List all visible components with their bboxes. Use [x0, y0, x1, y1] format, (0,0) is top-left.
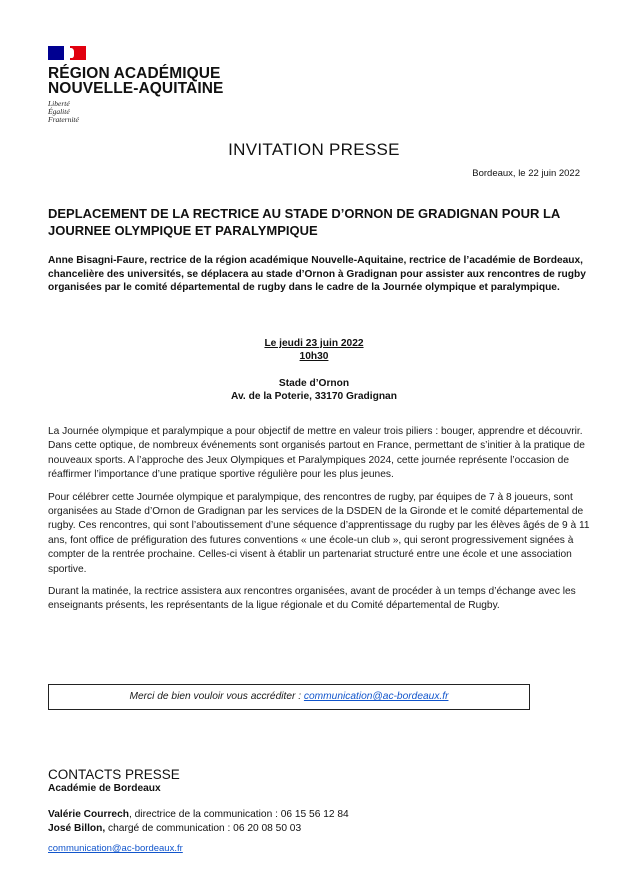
republique-francaise-flag-icon: [48, 46, 86, 60]
lead-paragraph: Anne Bisagni-Faure, rectrice de la région académique Nouvelle-Aquitaine, rectrice de l’académie de Bordeaux, chancelière des universités, se déplacera au stade d’Ornon à Gradignan pour assister aux rencontres de rugby organisées par le comité départemental de rugby dans le cadre de la Journée olympique et paralympique.: [48, 255, 586, 294]
motto-egalite: Égalité: [48, 107, 70, 116]
motto-fraternite: Fraternité: [48, 115, 79, 124]
date-line: Bordeaux, le 22 juin 2022: [472, 168, 580, 179]
body-paragraph: Pour célébrer cette Journée olympique et paralympique, des rencontres de rugby, par équipes de 7 à 8 joueurs, sont organisées au Stade d’Ornon de Gradignan par les services de la DSDEN de la Gironde et le comité départemental de rugby. Ces rencontres, qui sont l’aboutissement d’une séquence d’apprentissage du rugby par les élèves âgés de 9 à 11 ans, font office de préfiguration des futures conventions « une école-un club », qui seront progressivement signées à compter de la rentrée prochaine. Celles-ci visent à établir un partenariat structuré entre une école et une association sportive.: [48, 491, 590, 575]
contact-name: José Billon,: [48, 822, 106, 834]
logo-title: [48, 66, 223, 96]
press-contacts: [48, 767, 349, 854]
event-time: 10h30: [299, 351, 329, 363]
logo-title-line2: NOUVELLE-AQUITAINE: [48, 80, 224, 97]
subject-heading: DEPLACEMENT DE LA RECTRICE AU STADE D’ORNON DE GRADIGNAN POUR LA JOURNEE OLYMPIQUE ET PARALYMPIQUE: [48, 206, 560, 238]
contact-name: Valérie Courrech: [48, 809, 129, 820]
contact-role: , directrice de la communication : 06 15 56 12 84: [128, 809, 349, 820]
accreditation-box: [48, 684, 530, 710]
event-date: Le jeudi 23 juin 2022: [264, 338, 364, 349]
document-title: INVITATION PRESSE: [228, 140, 400, 159]
accreditation-email-link[interactable]: communication@ac-bordeaux.fr: [303, 691, 449, 702]
logo-title-line1: RÉGION ACADÉMIQUE: [48, 65, 221, 82]
body-text: [48, 425, 590, 622]
republic-motto: [48, 100, 223, 124]
body-paragraph: La Journée olympique et paralympique a pour objectif de mettre en valeur trois piliers : bouger, apprendre et découvrir. Dans cette optique, de nombreux événements sont organisés partout en France, permettant de s’initier à la pratique de nouveaux sports. A l’approche des Jeux Olympiques et Paralympiques 2024, cette journée représente l’occasion de réaffirmer l’importance d’une pratique sportive régulière pour les plus jeunes.: [48, 426, 585, 481]
event-venue: Stade d’Ornon: [278, 377, 350, 389]
motto-liberte: Liberté: [48, 99, 70, 108]
contacts-heading: CONTACTS PRESSE: [48, 767, 180, 782]
body-paragraph: Durant la matinée, la rectrice assistera aux rencontres organisées, avant de procéder à un temps d’échange avec les enseignants présents, les représentants de la ligue régionale et du Comité départemental de Rugby.: [48, 586, 576, 612]
event-details: [0, 337, 628, 403]
contacts-email-link[interactable]: communication@ac-bordeaux.fr: [48, 843, 183, 854]
contact-role: chargé de communication : 06 20 08 50 03: [105, 822, 302, 834]
contacts-organization: Académie de Bordeaux: [48, 783, 161, 794]
region-logo: [48, 46, 223, 124]
contact-person: [48, 822, 349, 836]
contact-person: [48, 808, 349, 822]
accreditation-text: Merci de bien vouloir vous accréditer :: [129, 691, 304, 702]
event-address: Av. de la Poterie, 33170 Gradignan: [231, 390, 397, 402]
